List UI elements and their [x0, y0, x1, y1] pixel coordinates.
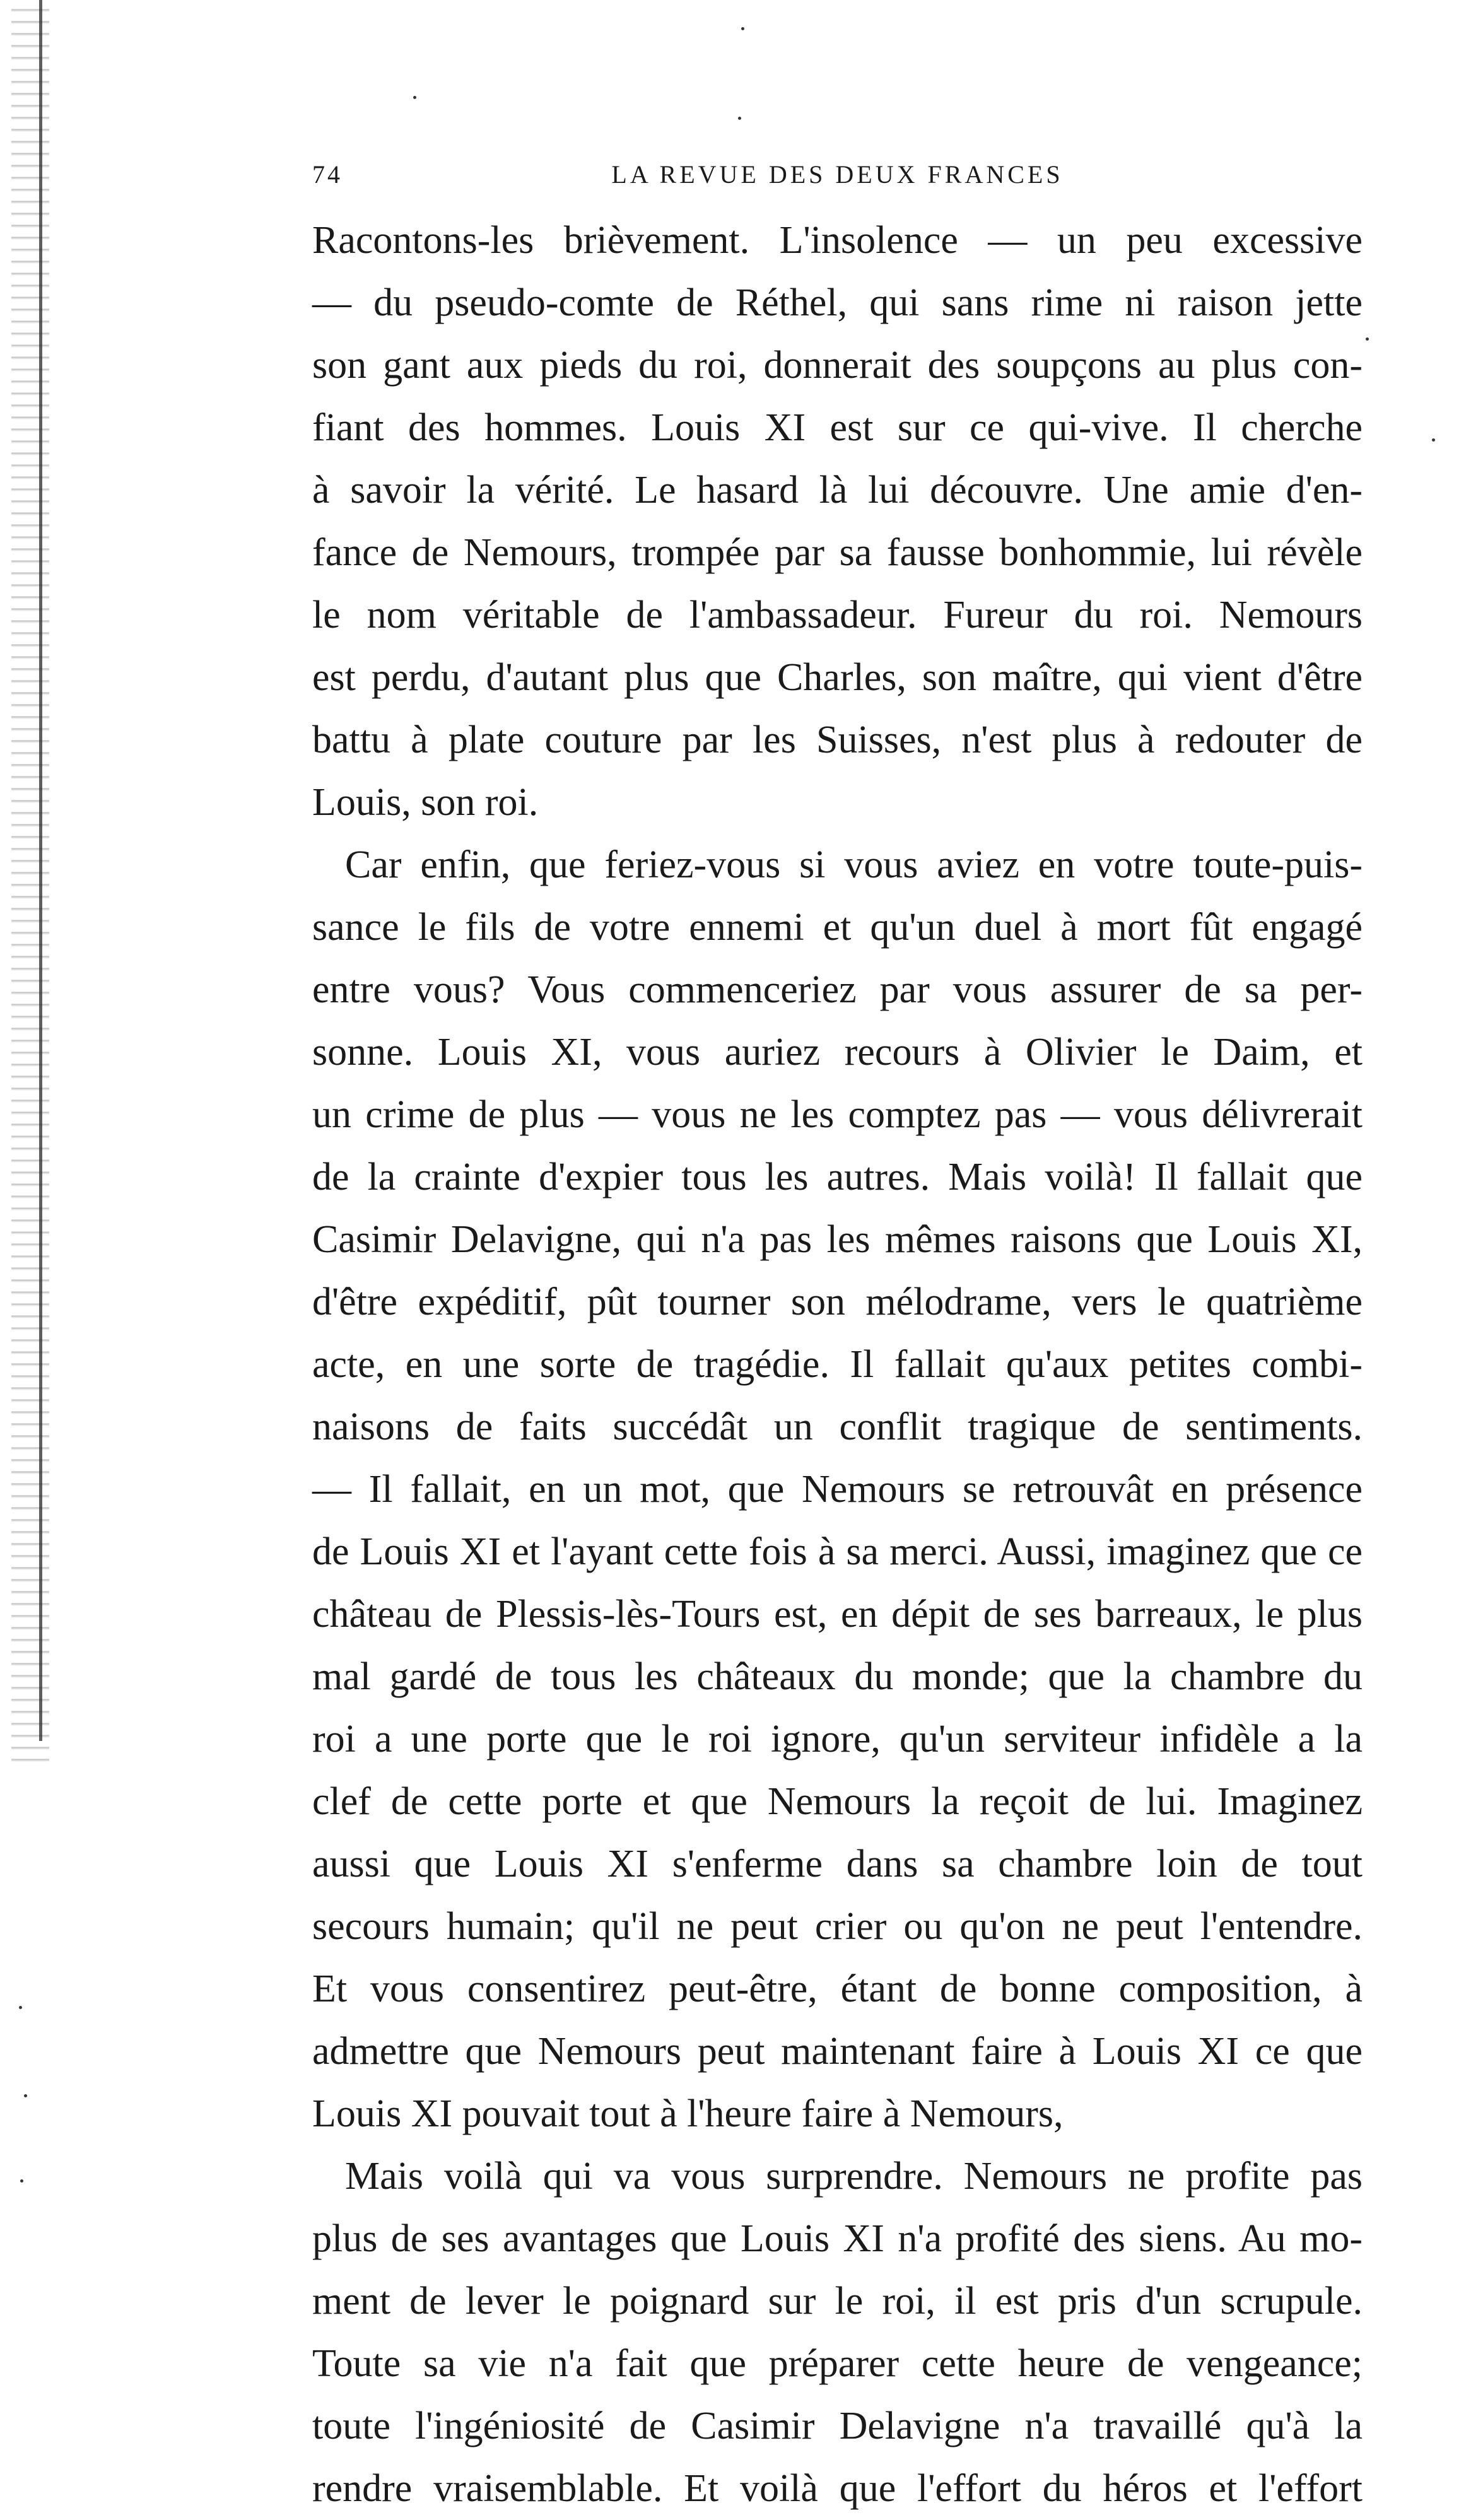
scan-speck	[738, 117, 741, 120]
text-line: sance le fils de votre ennemi et qu'un duel à mort fût engagé	[312, 906, 1363, 949]
text-line: d'être expéditif, pût tourner son mélodrame, vers le quatrième	[312, 1281, 1363, 1323]
text-line: un crime de plus — vous ne les comptez pas — vous délivrerait	[312, 1093, 1363, 1136]
text-line: Car enfin, que feriez-vous si vous aviez en votre toute-puis-	[345, 843, 1363, 886]
scan-speck	[413, 96, 416, 99]
text-line: naisons de faits succédât un conflit tragique de sentiments.	[312, 1405, 1363, 1448]
body-text	[312, 209, 1363, 2520]
text-line: sonne. Louis XI, vous auriez recours à Olivier le Daim, et	[312, 1031, 1363, 1074]
text-line: Louis XI pouvait tout à l'heure faire à Nemours,	[312, 2092, 1064, 2135]
scan-binding-line	[39, 0, 42, 1741]
page-number: 74	[312, 160, 343, 189]
text-line: Et vous consentirez peut-être, étant de bonne composition, à	[312, 1967, 1363, 2010]
text-line: rendre vraisemblable. Et voilà que l'effort du héros et l'effort	[312, 2467, 1363, 2510]
text-line: fance de Nemours, trompée par sa fausse bonhommie, lui révèle	[312, 531, 1363, 574]
text-line: battu à plate couture par les Suisses, n'est plus à redouter de	[312, 718, 1363, 761]
text-line: de Louis XI et l'ayant cette fois à sa merci. Aussi, imaginez que ce	[312, 1530, 1363, 1573]
text-line: — Il fallait, en un mot, que Nemours se retrouvât en présence	[312, 1468, 1363, 1511]
text-line: son gant aux pieds du roi, donnerait des soupçons au plus con-	[312, 344, 1363, 387]
scan-speck	[1432, 438, 1435, 442]
text-line: le nom véritable de l'ambassadeur. Fureur du roi. Nemours	[312, 594, 1363, 636]
text-line: Louis, son roi.	[312, 781, 539, 824]
text-line: secours humain; qu'il ne peut crier ou qu'on ne peut l'entendre.	[312, 1905, 1363, 1948]
running-head: LA REVUE DES DEUX FRANCES	[611, 160, 1064, 189]
text-line: Mais voilà qui va vous surprendre. Nemours ne profite pas	[345, 2155, 1363, 2198]
text-line: aussi que Louis XI s'enferme dans sa chambre loin de tout	[312, 1843, 1363, 1885]
scan-speck	[24, 2094, 27, 2097]
text-line: mal gardé de tous les châteaux du monde; que la chambre du	[312, 1655, 1363, 1698]
text-line: château de Plessis-lès-Tours est, en dépit de ses barreaux, le plus	[312, 1593, 1363, 1636]
scan-speck	[1366, 337, 1369, 341]
text-line: Casimir Delavigne, qui n'a pas les mêmes raisons que Louis XI,	[312, 1218, 1363, 1261]
text-line: est perdu, d'autant plus que Charles, son maître, qui vient d'être	[312, 656, 1363, 699]
text-line: de la crainte d'expier tous les autres. Mais voilà! Il fallait que	[312, 1156, 1363, 1198]
text-line: ment de lever le poignard sur le roi, il est pris d'un scrupule.	[312, 2280, 1363, 2323]
text-line: entre vous? Vous commenceriez par vous assurer de sa per-	[312, 968, 1363, 1011]
text-line: plus de ses avantages que Louis XI n'a profité des siens. Au mo-	[312, 2217, 1363, 2260]
text-line: à savoir la vérité. Le hasard là lui découvre. Une amie d'en-	[312, 469, 1363, 512]
text-line: toute l'ingéniosité de Casimir Delavigne n'a travaillé qu'à la	[312, 2405, 1363, 2447]
scan-binding-edge	[11, 0, 49, 1766]
text-line: admettre que Nemours peut maintenant faire à Louis XI ce que	[312, 2030, 1363, 2073]
text-line: roi a une porte que le roi ignore, qu'un serviteur infidèle a la	[312, 1718, 1363, 1761]
scan-speck	[20, 2179, 23, 2183]
text-line: clef de cette porte et que Nemours la reçoit de lui. Imaginez	[312, 1780, 1363, 1823]
scan-speck	[19, 2006, 22, 2009]
text-line: Toute sa vie n'a fait que préparer cette heure de vengeance;	[312, 2342, 1363, 2385]
text-line: acte, en une sorte de tragédie. Il fallait qu'aux petites combi-	[312, 1343, 1363, 1386]
text-line: — du pseudo-comte de Réthel, qui sans rime ni raison jette	[312, 281, 1363, 324]
scan-speck	[741, 27, 744, 30]
text-line: Racontons-les brièvement. L'insolence — un peu excessive	[312, 219, 1363, 262]
page-header	[312, 160, 1363, 197]
text-line: fiant des hommes. Louis XI est sur ce qui-vive. Il cherche	[312, 406, 1363, 449]
